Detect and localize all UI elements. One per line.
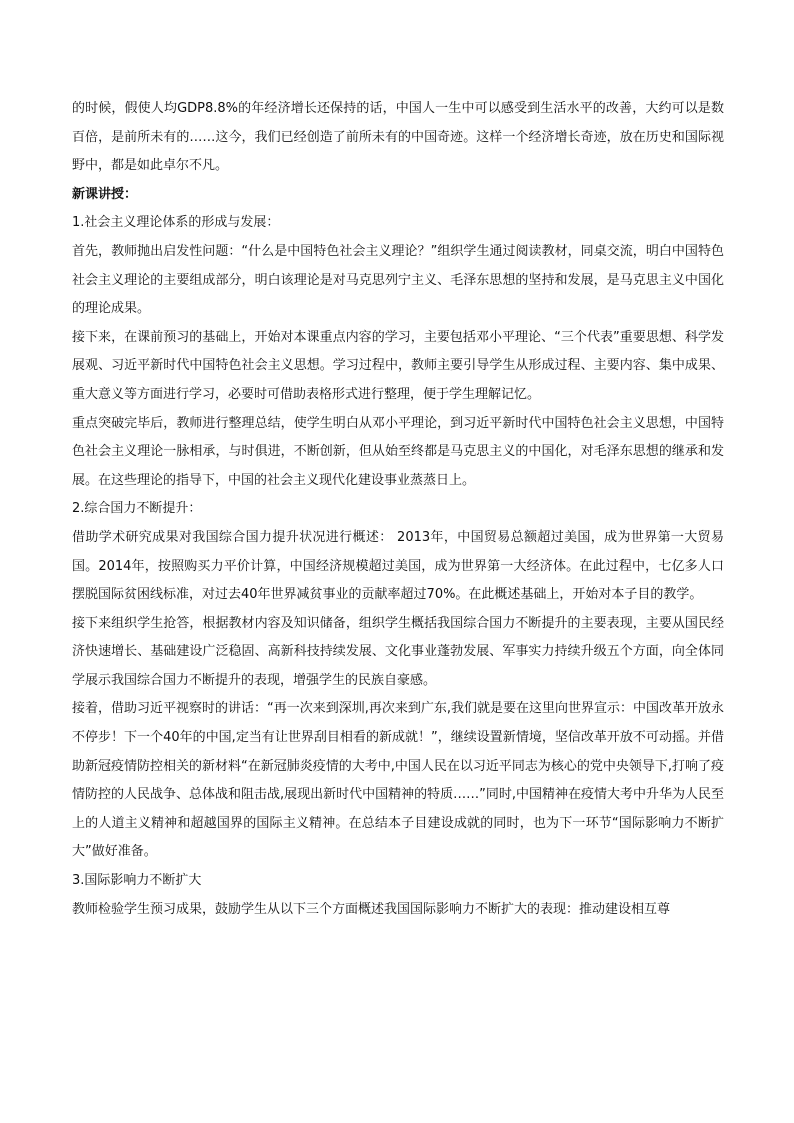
- section-heading-new-lesson: 新课讲授：: [72, 186, 138, 202]
- paragraph-strength-overview: 借助学术研究成果对我国综合国力提升状况进行概述： 2013年，中国贸易总额超过美国，成为世界第一大贸易国。2014年，按照购买力平价计算，中国经济规模超过美国，成为世界第一大经济体。在此过程中，七亿多人口摆脱国际贫困线标准，对过去40年世界减贫事业的贡献率超过70%。在此概述基础上，开始对本子目的教学。: [72, 529, 724, 603]
- paragraph-influence-intro: 教师检验学生预习成果，鼓励学生从以下三个方面概述我国国际影响力不断扩大的表现：推动建设相互尊: [72, 901, 671, 917]
- paragraph-intro-continuation: 的时候，假使人均GDP8.8%的年经济增长还保持的话，中国人一生中可以感受到生活水平的改善，大约可以是数百倍，是前所未有的……这今，我们已经创造了前所未有的中国奇迹。这样一个经济增长奇迹，放在历史和国际视野中，都是如此卓尔不凡。: [72, 101, 724, 174]
- subheading-international-influence: 3.国际影响力不断扩大: [72, 873, 202, 889]
- paragraph-theory-question: 首先，教师抛出启发性问题：“什么是中国特色社会主义理论？”组织学生通过阅读教材，同桌交流，明白中国特色社会主义理论的主要组成部分，明白该理论是对马克思列宁主义、毛泽东思想的坚持和发展，是马克思主义中国化的理论成果。: [72, 243, 724, 317]
- paragraph-theory-summary: 重点突破完毕后，教师进行整理总结，使学生明白从邓小平理论，到习近平新时代中国特色社会主义思想，中国特色社会主义理论一脉相承，与时俱进，不断创新，但从始至终都是马克思主义的中国化，对毛泽东思想的继承和发展。在这些理论的指导下，中国的社会主义现代化建设事业蒸蒸日上。: [72, 415, 724, 488]
- subheading-national-strength: 2.综合国力不断提升：: [72, 501, 202, 517]
- subheading-theory-system: 1.社会主义理论体系的形成与发展：: [72, 215, 280, 231]
- paragraph-strength-quiz: 接下来组织学生抢答，根据教材内容及知识储备，组织学生概括我国综合国力不断提升的主要表现，主要从国民经济快速增长、基础建设广泛稳固、高新科技持续发展、文化事业蓬勃发展、军事实力持续升级五个方面，向全体同学展示我国综合国力不断提升的表现，增强学生的民族自豪感。: [72, 615, 724, 688]
- paragraph-strength-speech: 接着，借助习近平视察时的讲话：“再一次来到深圳,再次来到广东,我们就是要在这里向世界宣示：中国改革开放永不停步！下一个40年的中国,定当有让世界刮目相看的新成就！”，继续设置新情境，坚信改革开放不可动摇。并借助新冠疫情防控相关的新材料“在新冠肺炎疫情的大考中,中国人民在以习近平同志为核心的党中央领导下,打响了疫情防控的人民战争、总体战和阻击战,展现出新时代中国精神的特质……”同时,中国精神在疫情大考中升华为人民至上的人道主义精神和超越国界的国际主义精神。在总结本子目建设成就的同时，也为下一环节“国际影响力不断扩大”做好准备。: [72, 701, 725, 860]
- document-body: [72, 95, 724, 924]
- paragraph-theory-content: 接下来，在课前预习的基础上，开始对本课重点内容的学习，主要包括邓小平理论、“三个代表”重要思想、科学发展观、习近平新时代中国特色社会主义思想。学习过程中，教师主要引导学生从形成过程、主要内容、集中成果、重大意义等方面进行学习，必要时可借助表格形式进行整理，便于学生理解记忆。: [72, 329, 724, 402]
